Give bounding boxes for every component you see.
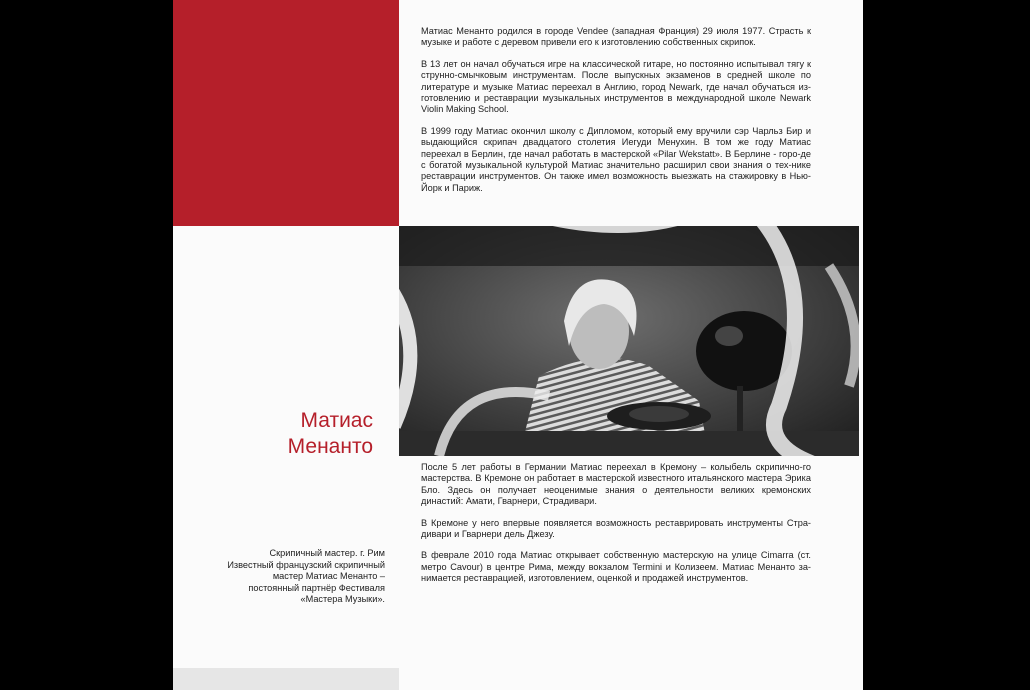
caption-line: Известный французский скрипичный <box>227 559 385 570</box>
paragraph: В Кремоне у него впервые появляется возможность реставрировать инструменты Стра-дивари и Гварнери дель Джезу. <box>421 517 811 540</box>
paragraph: В 1999 году Матиас окончил школу с Дипломом, который ему вручили сэр Чарльз Бир и выдающийся скрипач двадцатого столетия Иегуди Менухин. В том же году Матиас переехал в Берлин, где начал работать в мастерской «Pilar Wekstatt». В Берлине - горо-де с богатой музыкальной культурой Матиас значительно расширил свои знания о тех-нике реставрации инструментов. Он также имел возможность выезжать на стажировку в Нью-Йорк и Париж. <box>421 125 811 193</box>
caption-line: постоянный партнёр Фестиваля <box>248 582 385 593</box>
caption-line: «Мастера Музыки». <box>300 594 385 605</box>
person-name-heading <box>173 408 373 460</box>
brochure-page <box>173 0 863 690</box>
portrait-photo <box>399 226 859 456</box>
red-color-block <box>173 0 399 226</box>
name-line: Менанто <box>287 435 373 458</box>
biography-bottom <box>421 462 811 595</box>
photo-caption <box>193 548 385 606</box>
paragraph: В 13 лет он начал обучаться игре на классической гитаре, но постоянно испытывал тягу к струнно-смычковым инструментам. После выпускных экзаменов в средней школе по литературе и музыке Матиас переехал в Англию, город Newark, где начал обучаться из-готовлению и реставрации музыкальных инструментов в международной школе Newark Violin Making School. <box>421 58 811 115</box>
grey-color-strip <box>173 668 399 690</box>
paragraph: После 5 лет работы в Германии Матиас переехал в Кремону – колыбель скрипично-го мастерства. В Кремоне он работает в мастерской известного итальянского мастера Эрика Бло. Здесь он получает неоценимые знания о деятельности великих кремонских династий: Амати, Гварнери, Страдивари. <box>421 462 811 507</box>
caption-line: Скрипичный мастер. г. Рим <box>269 548 385 558</box>
name-line: Матиас <box>300 409 373 432</box>
biography-top <box>421 26 811 204</box>
caption-line: мастер Матиас Менанто – <box>272 571 385 582</box>
paragraph: Матиас Менанто родился в городе Vendee (западная Франция) 29 июля 1977. Страсть к музыке и работе с деревом привели его к изготовлению собственных скрипок. <box>421 26 811 48</box>
paragraph: В феврале 2010 года Матиас открывает собственную мастерскую на улице Cimarra (ст. метро Cavour) в центре Рима, между вокзалом Termini и Колизеем. Матиас Менанто за-нимается реставрацией, изготовлением, оценкой и продажей инструментов. <box>421 550 811 584</box>
